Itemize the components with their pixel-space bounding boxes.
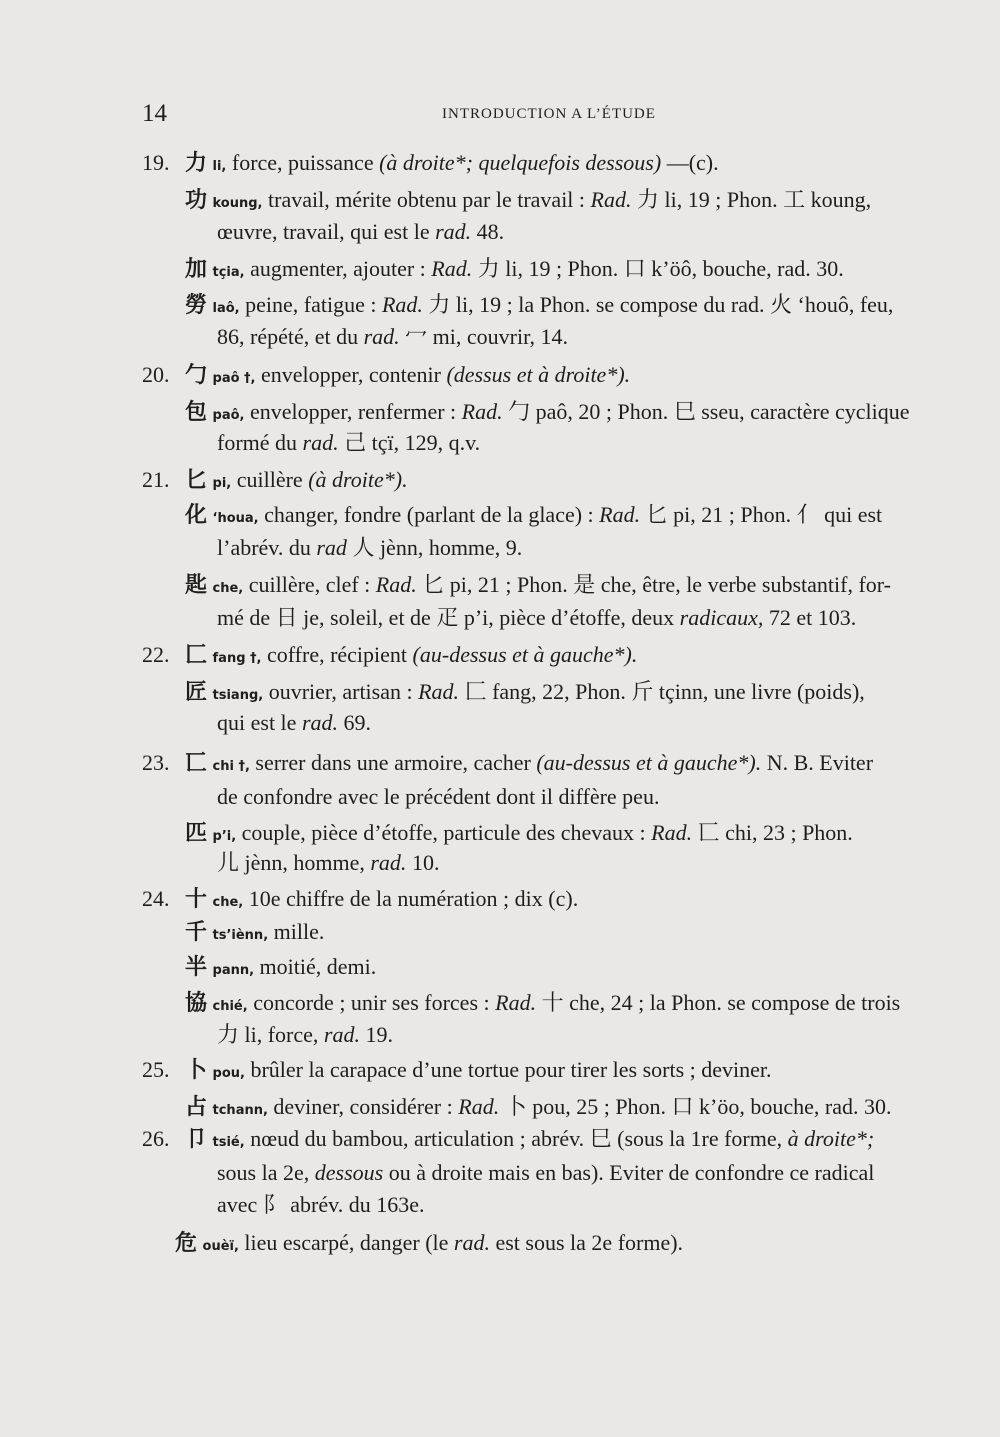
entry-number: 23.: [142, 750, 170, 775]
definition-text: cuillère, clef :: [243, 572, 376, 597]
romanization: p’i,: [212, 829, 237, 844]
definition-tail: 匕 pi, 21 ; Phon. 亻 qui est: [640, 502, 883, 527]
italic-text: Rad.: [651, 820, 693, 845]
line-text: [217, 708, 371, 738]
chinese-character: 協: [185, 991, 208, 1016]
definition-text: 力 li, force,: [217, 1022, 324, 1047]
definition-text: 86, répété, et du: [217, 324, 364, 349]
line-text: [217, 533, 522, 563]
definition-tail: 19.: [359, 1022, 393, 1047]
line-text: [185, 917, 324, 951]
definition-tail: 匸 chi, 23 ; Phon.: [692, 820, 853, 845]
definition-text: qui est le: [217, 710, 302, 735]
line-text: [185, 290, 893, 324]
italic-text: Rad.: [461, 399, 503, 424]
italic-text: rad.: [370, 850, 407, 875]
line-text: [217, 1190, 425, 1220]
definition-text: peine, fatigue :: [239, 292, 382, 317]
chinese-character: 匹: [185, 821, 208, 846]
entry-number: 21.: [142, 467, 170, 492]
chinese-character: 匚: [185, 643, 208, 668]
definition-text: mille.: [268, 919, 325, 944]
italic-text: radicaux,: [679, 605, 764, 630]
definition-tail: 冖 mi, couvrir, 14.: [399, 324, 569, 349]
definition-tail: 69.: [338, 710, 371, 735]
italic-text: rad: [316, 535, 347, 560]
romanization: paô †,: [212, 371, 256, 386]
chinese-character: 匕: [185, 468, 208, 493]
line-text: [185, 988, 900, 1022]
definition-text: envelopper, contenir: [255, 362, 447, 387]
definition-text: deviner, considérer :: [267, 1094, 459, 1119]
italic-text: Rad.: [375, 572, 417, 597]
entry-number: 19.: [142, 150, 170, 175]
chinese-character: 匠: [185, 680, 208, 705]
definition-tail: 10.: [406, 850, 440, 875]
italic-text: Rad.: [495, 990, 537, 1015]
line-text: [185, 465, 408, 499]
line-text: [185, 397, 909, 431]
italic-text: Rad.: [590, 187, 632, 212]
definition-text: concorde ; unir ses forces :: [247, 990, 496, 1015]
romanization: tchann,: [212, 1103, 268, 1118]
romanization: pi,: [212, 476, 232, 491]
running-header: INTRODUCTION A L’ÉTUDE: [442, 106, 656, 122]
italic-text: Rad.: [381, 292, 423, 317]
entry-number: 24.: [142, 886, 170, 911]
definition-text: augmenter, ajouter :: [244, 256, 432, 281]
definition-tail: 72 et 103.: [763, 605, 857, 630]
definition-text: coffre, récipient: [261, 642, 413, 667]
chinese-character: 占: [185, 1095, 208, 1120]
line-text: [185, 500, 882, 534]
italic-text: Rad.: [418, 679, 460, 704]
definition-text: serrer dans une armoire, cacher: [249, 750, 537, 775]
definition-text: 10e chiffre de la numération ; dix (c).: [243, 886, 579, 911]
entry-number: 25.: [142, 1057, 170, 1082]
line-text: [217, 1020, 393, 1050]
romanization: koung,: [212, 196, 263, 211]
romanization: tsié,: [212, 1135, 245, 1150]
romanization: che,: [212, 895, 244, 910]
definition-text: brûler la carapace d’une tortue pour tirer les sorts ; deviner.: [244, 1057, 772, 1082]
line-text: [185, 360, 630, 394]
line-text: [185, 677, 865, 711]
line-text: [185, 185, 871, 219]
italic-text: dessous: [314, 1160, 384, 1185]
chinese-character: 匸: [185, 751, 208, 776]
definition-text: l’abrév. du: [217, 535, 317, 560]
line-text: [217, 1158, 874, 1188]
definition-tail: 力 li, 19 ; Phon. 工 koung,: [631, 187, 872, 212]
italic-text: rad.: [435, 219, 472, 244]
romanization: chié,: [212, 999, 248, 1014]
definition-tail: 匚 fang, 22, Phon. 斤 tçinn, une livre (poids),: [459, 679, 865, 704]
italic-text: rad.: [363, 324, 400, 349]
definition-text: couple, pièce d’étoffe, particule des chevaux :: [236, 820, 652, 845]
definition-text: lieu escarpé, danger (le: [238, 1230, 454, 1255]
romanization: laô,: [212, 301, 240, 316]
line-text: [185, 1055, 772, 1089]
definition-tail: N. B. Eviter: [761, 750, 874, 775]
definition-text: mé de 日 je, soleil, et de 疋 p’i, pièce d’étoffe, deux: [217, 605, 680, 630]
chinese-character: 加: [185, 257, 208, 282]
definition-text: de confondre avec le précédent dont il diffère peu.: [217, 784, 660, 809]
line-text: [185, 254, 844, 288]
entry-number: 26.: [142, 1126, 170, 1151]
romanization: che,: [212, 581, 244, 596]
romanization: li,: [212, 159, 227, 174]
italic-text: à droite*;: [787, 1126, 875, 1151]
line-text: [185, 148, 719, 182]
definition-text: moitié, demi.: [254, 954, 377, 979]
definition-text: envelopper, renfermer :: [244, 399, 462, 424]
line-text: [185, 1124, 874, 1158]
italic-text: Rad.: [458, 1094, 500, 1119]
entry-number: 22.: [142, 642, 170, 667]
romanization: ‘houa,: [212, 511, 259, 526]
definition-text: nœud du bambou, articulation ; abrév. 巳 (sous la 1re forme,: [244, 1126, 788, 1151]
romanization: fang †,: [212, 651, 262, 666]
romanization: pann,: [212, 963, 255, 978]
chinese-character: 勹: [185, 363, 208, 388]
chinese-character: 十: [185, 887, 208, 912]
italic-text: (au-dessus et à gauche*).: [412, 642, 638, 667]
definition-text: 儿 jènn, homme,: [217, 850, 371, 875]
entry-number: 20.: [142, 362, 170, 387]
definition-tail: 己 tçï, 129, q.v.: [338, 430, 481, 455]
chinese-character: 化: [185, 503, 208, 528]
chinese-character: 功: [185, 188, 208, 213]
italic-text: Rad.: [431, 256, 473, 281]
chinese-character: 卜: [185, 1058, 208, 1083]
chinese-character: 危: [175, 1231, 198, 1256]
line-text: [185, 818, 853, 852]
definition-tail: 匕 pi, 21 ; Phon. 是 che, être, le verbe substantif, for-: [416, 572, 892, 597]
italic-text: rad.: [453, 1230, 490, 1255]
romanization: paô,: [212, 408, 245, 423]
definition-tail: 勹 paô, 20 ; Phon. 巳 sseu, caractère cyclique: [502, 399, 910, 424]
definition-text: travail, mérite obtenu par le travail :: [262, 187, 591, 212]
italic-text: rad.: [301, 710, 338, 735]
romanization: pou,: [212, 1066, 245, 1081]
chinese-character: 半: [185, 955, 208, 980]
definition-text: ouvrier, artisan :: [263, 679, 419, 704]
definition-text: sous la 2e,: [217, 1160, 315, 1185]
line-text: [217, 428, 480, 458]
definition-tail: 人 jènn, homme, 9.: [346, 535, 523, 560]
line-text: [185, 952, 376, 986]
chinese-character: 卩: [185, 1127, 208, 1152]
definition-tail: 48.: [471, 219, 505, 244]
line-text: [185, 884, 578, 918]
italic-text: rad.: [302, 430, 339, 455]
line-text: [217, 217, 504, 247]
romanization: ouèï,: [202, 1239, 239, 1254]
definition-text: formé du: [217, 430, 303, 455]
romanization: tçia,: [212, 265, 245, 280]
romanization: tsiang,: [212, 688, 264, 703]
line-text: [217, 603, 856, 633]
definition-text: avec 阝 abrév. du 163e.: [217, 1192, 425, 1217]
definition-tail: est sous la 2e forme).: [489, 1230, 684, 1255]
definition-tail: 力 li, 19 ; la Phon. se compose du rad. 火 ‘houô, feu,: [422, 292, 894, 317]
line-text: [185, 1092, 892, 1126]
romanization: chi †,: [212, 759, 250, 774]
chinese-character: 包: [185, 400, 208, 425]
definition-text: changer, fondre (parlant de la glace) :: [258, 502, 600, 527]
definition-tail: 卜 pou, 25 ; Phon. 口 k’öo, bouche, rad. 30.: [499, 1094, 892, 1119]
line-text: [185, 570, 891, 604]
line-text: [185, 640, 637, 674]
page-number: 14: [142, 100, 167, 127]
line-text: [185, 748, 873, 782]
chinese-character: 匙: [185, 573, 208, 598]
chinese-character: 力: [185, 151, 208, 176]
chinese-character: 千: [185, 920, 208, 945]
italic-text: rad.: [323, 1022, 360, 1047]
definition-text: cuillère: [231, 467, 309, 492]
line-text: [217, 782, 659, 812]
definition-tail: 十 che, 24 ; la Phon. se compose de trois: [536, 990, 901, 1015]
chinese-character: 勞: [185, 293, 208, 318]
definition-tail: 力 li, 19 ; Phon. 口 k’öô, bouche, rad. 30.: [472, 256, 844, 281]
line-text: [217, 322, 568, 352]
italic-text: (dessus et à droite*).: [446, 362, 631, 387]
italic-text: Rad.: [599, 502, 641, 527]
italic-text: (au-dessus et à gauche*).: [536, 750, 762, 775]
definition-tail: ou à droite mais en bas). Eviter de confondre ce radical: [383, 1160, 875, 1185]
line-text: [175, 1228, 683, 1262]
definition-text: force, puissance: [226, 150, 380, 175]
definition-tail: —(c).: [661, 150, 719, 175]
romanization: ts’iènn,: [212, 928, 269, 943]
definition-text: œuvre, travail, qui est le: [217, 219, 436, 244]
italic-text: (à droite*; quelquefois dessous): [379, 150, 662, 175]
italic-text: (à droite*).: [308, 467, 408, 492]
line-text: [217, 848, 439, 878]
